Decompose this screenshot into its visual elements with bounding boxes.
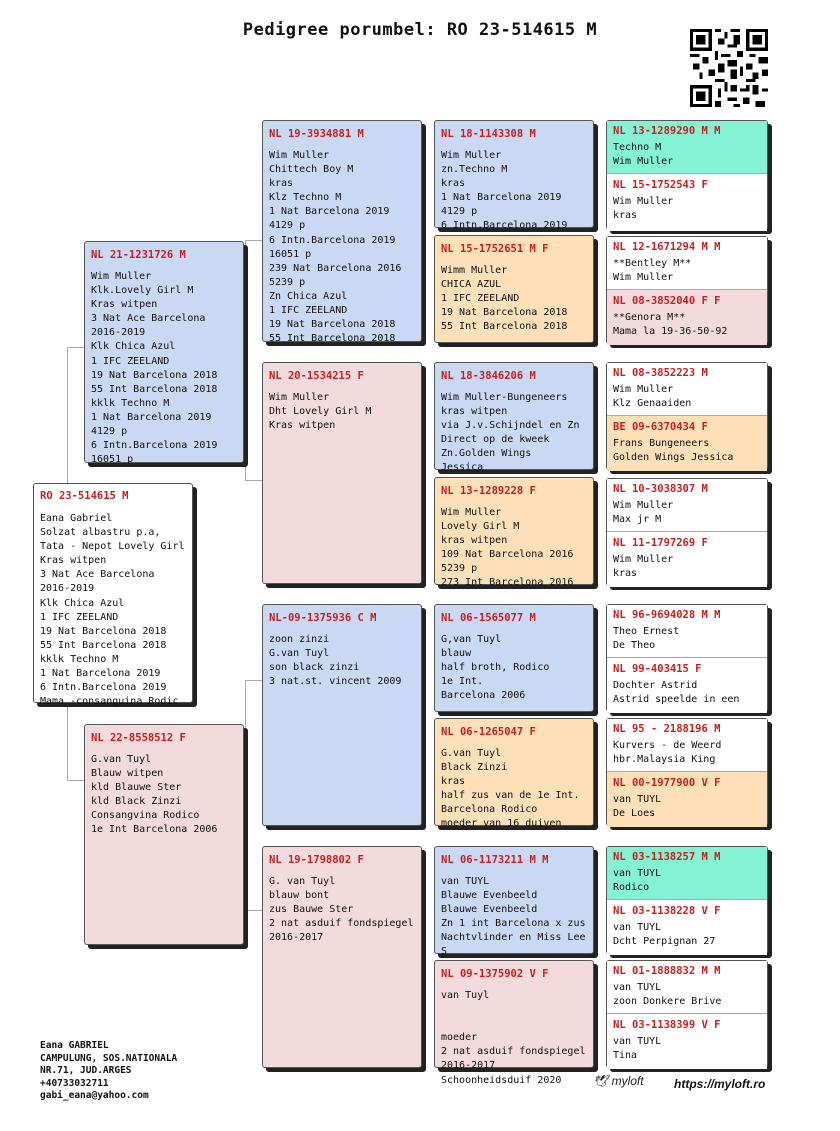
pair-card (606, 846, 768, 954)
ancestor[interactable] (607, 415, 767, 471)
detail-line: 6 Intn.Barcelona 2019 (269, 234, 396, 246)
detail-line: Zn Chica Azul (269, 290, 348, 302)
pigeon-details (613, 921, 765, 949)
detail-line: 19 Nat Barcelona 2018 (91, 369, 218, 381)
detail-line: 3 Nat Ace Barcelona (91, 313, 206, 325)
detail-line: kras witpen (441, 406, 508, 418)
detail-line: 2 nat asduif fondspiegel (269, 918, 414, 930)
detail-line: Tina (613, 1050, 638, 1062)
pigeon-details (613, 793, 765, 821)
detail-line: 6 Intn.Barcelona 2019 (91, 440, 218, 452)
pigeon-details (441, 264, 591, 334)
detail-line: van TUYL (613, 1036, 662, 1047)
pigeon-details (91, 753, 241, 838)
detail-line: **Genora M** (613, 312, 686, 323)
detail-line (441, 1003, 591, 1017)
pair-card (606, 604, 768, 712)
ancestor[interactable] (607, 961, 767, 1013)
detail-line: Wim Muller (441, 150, 502, 161)
pigeon-details (613, 311, 765, 339)
detail-line: Wimm Muller (441, 265, 508, 276)
detail-line: Eana Gabriel (40, 513, 113, 524)
pair-card (606, 718, 768, 826)
detail-line: **Bentley M** (613, 258, 692, 269)
owner-email[interactable]: gabi_eana@yahoo.com (40, 1090, 149, 1101)
pigeon-details (40, 512, 190, 709)
pigeon-id: NL 18-1143308 M (441, 128, 536, 140)
pigeon-id: NL 10-3038307 M (613, 483, 708, 495)
detail-line: 19 Nat Barcelona 2018 (269, 319, 396, 331)
owner-address: NR.71, JUD.ARGES (40, 1065, 132, 1076)
pigeon-details (613, 383, 765, 411)
detail-line: 55 Int Barcelona 2018 (441, 321, 568, 333)
detail-line: van TUYL (613, 982, 662, 993)
detail-line: 19 Nat Barcelona 2018 (441, 307, 568, 319)
pigeon-id: NL 22-8558512 F (91, 732, 186, 744)
detail-line: Dcht Perpignan 27 (613, 936, 716, 948)
ancestor[interactable] (607, 237, 767, 289)
detail-line: 55 Int Barcelona 2018 (40, 639, 167, 651)
ancestor[interactable] (607, 719, 767, 771)
dam-card[interactable] (84, 724, 244, 945)
detail-line: Klk.Lovely Girl M (91, 285, 194, 297)
detail-line: Jessica (441, 462, 484, 474)
great-grandparent-card[interactable] (434, 604, 594, 712)
detail-line: 6 Intn.Barcelona 2019 (441, 220, 568, 232)
pigeon-id: NL 13-1289290 M M (613, 125, 721, 137)
pigeon-id: NL 15-1752543 F (613, 179, 708, 191)
detail-line: moeder van 16 duiven (441, 818, 562, 830)
detail-line: S (441, 946, 448, 958)
pigeon-id: NL 09-1375902 V F (441, 968, 549, 980)
pigeon-details (613, 553, 765, 581)
detail-line: Mama la 19-36-50-92 (613, 326, 728, 338)
detail-line: Consangvina Rodico (91, 810, 200, 822)
pigeon-details (441, 391, 591, 476)
detail-line: 16051 p (269, 248, 312, 260)
detail-line: 55 Int Barcelona 2018 (269, 333, 396, 345)
pigeon-id: RO 23-514615 M (40, 490, 129, 502)
detail-line: 55 Int Barcelona 2018 (91, 383, 218, 395)
detail-line: 19 Nat Barcelona 2018 (40, 625, 167, 637)
detail-line: De Theo (613, 640, 656, 652)
pigeon-details (613, 739, 765, 767)
detail-line: Nachtvlinder en Miss Lee (441, 932, 586, 944)
detail-line: Black Zinzi (441, 762, 508, 774)
pigeon-details (441, 633, 591, 703)
pigeon-id: NL 15-1752651 M F (441, 243, 549, 255)
owner-address: CAMPULUNG, SOS.NATIONALA (40, 1052, 178, 1064)
pigeon-details (613, 141, 765, 169)
pigeon-details (441, 506, 591, 591)
detail-line: 1 IFC ZEELAND (91, 355, 170, 367)
detail-line: Blauwe Evenbeeld (441, 904, 538, 916)
detail-line: Wim Muller (613, 500, 674, 511)
great-grandparent-card[interactable] (434, 120, 594, 232)
pigeon-id: NL 06-1173211 M M (441, 854, 549, 866)
detail-line: 4129 p (269, 220, 306, 232)
detail-line: Barcelona Rodico (441, 804, 538, 816)
pigeon-details (613, 499, 765, 527)
ancestor[interactable] (607, 173, 767, 231)
detail-line: Zn 1 int Barcelona x zus (441, 918, 586, 930)
pair-card (606, 478, 768, 586)
detail-line: Astrid speelde in een (613, 694, 740, 706)
pigeon-details (613, 867, 765, 895)
detail-line: 16051 p (91, 454, 134, 466)
pigeon-id: NL 01-1888832 M M (613, 965, 721, 977)
pigeon-details (613, 1035, 765, 1063)
pigeon-details (613, 981, 765, 1009)
great-grandparent-card[interactable] (434, 235, 594, 343)
detail-line: 5239 p (269, 276, 306, 288)
detail-line: Chittech Boy M (269, 164, 354, 176)
pigeon-id: NL 13-1289228 F (441, 485, 536, 497)
detail-line: Tata - Nepot Lovely Girl (40, 541, 185, 553)
detail-line: zoon Donkere Brive (613, 996, 722, 1008)
detail-line: Techno M (613, 142, 662, 153)
detail-line: half zus van de 1e Int. (441, 790, 580, 802)
detail-line: Wim Muller (269, 392, 330, 403)
detail-line: Kras witpen (40, 555, 107, 567)
detail-line: van TUYL (441, 876, 490, 887)
detail-line: Lovely Girl M (441, 521, 520, 533)
ancestor[interactable] (607, 1013, 767, 1069)
pigeon-id: NL 08-3852223 M (613, 367, 708, 379)
pigeon-id: NL 19-3934881 M (269, 128, 364, 140)
pigeon-details (613, 679, 765, 707)
pigeon-details (269, 633, 419, 689)
detail-line: 1e Int. (441, 676, 484, 688)
detail-line: 273 Int Barcelona 2016 (441, 577, 574, 589)
detail-line: Kras witpen (269, 420, 336, 432)
pigeon-id: NL 20-1534215 F (269, 370, 364, 382)
logo-text: myloft (611, 1074, 644, 1088)
detail-line: Blauw witpen (91, 768, 164, 780)
pigeon-id: NL 06-1565077 M (441, 612, 536, 624)
detail-line: Direct op de kweek (441, 434, 550, 446)
detail-line: kras (613, 568, 638, 580)
detail-line: 3 Nat Ace Barcelona (40, 569, 155, 581)
website-link[interactable]: https://myloft.ro (674, 1077, 766, 1091)
detail-line: kld Blauwe Ster (91, 782, 182, 794)
pigeon-details (269, 391, 419, 433)
detail-line: Wim Muller-Bungeneers (441, 392, 568, 403)
pigeon-id: NL 21-1231726 M (91, 249, 186, 261)
detail-line: 6 Intn.Barcelona 2019 (40, 682, 167, 694)
detail-line: kras (269, 178, 294, 190)
detail-line: blauw bont (269, 890, 330, 902)
detail-line: Schoonheidsduif 2020 (441, 1074, 562, 1086)
detail-line: van TUYL (613, 794, 662, 805)
detail-line: son black zinzi (269, 662, 360, 674)
detail-line: van TUYL (613, 922, 662, 933)
ancestor[interactable] (607, 363, 767, 415)
myloft-logo (593, 1074, 644, 1088)
detail-line: CHICA AZUL (441, 279, 502, 291)
detail-line: 1 IFC ZEELAND (40, 611, 119, 623)
ancestor[interactable] (607, 289, 767, 345)
detail-line: 1 Nat Barcelona 2019 (40, 668, 161, 680)
detail-line: 239 Nat Barcelona 2016 (269, 262, 402, 274)
pigeon-details (441, 149, 591, 234)
detail-line: kras (613, 210, 638, 222)
pigeon-details (441, 747, 591, 832)
detail-line: Frans Bungeneers (613, 438, 710, 449)
detail-line: 2016-2017 (269, 932, 324, 944)
detail-line: kras (441, 178, 466, 190)
great-grandparent-card[interactable] (434, 846, 594, 958)
detail-line: Dochter Astrid (613, 680, 698, 691)
detail-line: kld Black Zinzi (91, 796, 182, 808)
ancestor-green[interactable] (607, 121, 767, 173)
detail-line: Kras witpen (91, 299, 158, 311)
pigeon-id: NL 00-1977900 V F (613, 777, 721, 789)
detail-line: zn.Techno M (441, 164, 508, 176)
pigeon-details (613, 625, 765, 653)
detail-line: 2016-2017 (441, 1060, 496, 1072)
detail-line: 109 Nat Barcelona 2016 (441, 549, 574, 561)
pigeon-id: NL 99-403415 F (613, 663, 702, 675)
ancestor[interactable] (607, 899, 767, 955)
detail-line: zoon zinzi (269, 634, 330, 645)
pair-card (606, 362, 768, 470)
detail-line: Dht Lovely Girl M (269, 406, 372, 418)
pigeon-details (613, 257, 765, 285)
detail-line: kras witpen (441, 535, 508, 547)
pigeon-details (91, 270, 241, 467)
pair-card (606, 960, 768, 1068)
detail-line: kklk Techno M (40, 653, 119, 665)
pigeon-id: BE 09-6370434 F (613, 421, 708, 433)
pigeon-details (269, 149, 419, 346)
detail-line: 3 nat.st. vincent 2009 (269, 676, 402, 688)
detail-line: zus Bauwe Ster (269, 904, 354, 916)
pigeon-id: NL 96-9694028 M M (613, 609, 721, 621)
ancestor[interactable] (607, 657, 767, 713)
pigeon-details (269, 875, 419, 945)
pigeon-details (613, 437, 765, 465)
detail-line (441, 1017, 591, 1031)
detail-line: van Tuyl (441, 990, 490, 1001)
detail-line: Theo Ernest (613, 626, 680, 637)
detail-line: 5239 p (441, 563, 478, 575)
pigeon-details (613, 195, 765, 223)
pigeon-id: NL 11-1797269 F (613, 537, 708, 549)
detail-line: Klk Chica Azul (91, 341, 176, 353)
detail-line: 1e Int Barcelona 2006 (91, 824, 218, 836)
detail-line: Wim Muller (613, 384, 674, 395)
detail-line: Wim Muller (613, 196, 674, 207)
owner-name: Eana GABRIEL (40, 1040, 109, 1051)
detail-line: De Loes (613, 808, 656, 820)
qr-code-icon (690, 29, 768, 107)
detail-line: Wim Muller (441, 507, 502, 518)
bird-icon: 🕊 (593, 1074, 609, 1088)
great-grandparent-card[interactable] (434, 960, 594, 1086)
detail-line: Wim Muller (613, 156, 674, 168)
detail-line: Zn.Golden Wings (441, 448, 532, 460)
detail-line: G. van Tuyl (269, 876, 336, 887)
owner-phone: +40733032711 (40, 1077, 109, 1089)
pigeon-id: NL 95 - 2188196 M (613, 723, 721, 735)
pigeon-details (441, 875, 591, 960)
detail-line: Barcelona 2006 (441, 690, 526, 702)
pigeon-id: NL 06-1265047 F (441, 726, 536, 738)
pigeon-id: NL 18-3846206 M (441, 370, 536, 382)
pigeon-id: NL 03-1138257 M M (613, 851, 721, 863)
detail-line: G.van Tuyl (91, 754, 152, 765)
detail-line: 1 IFC ZEELAND (441, 293, 520, 305)
detail-line: 2016-2019 (40, 583, 95, 595)
sire-card[interactable] (84, 241, 244, 466)
owner-contact (40, 1040, 177, 1103)
ancestor[interactable] (607, 531, 767, 587)
grandparent-card[interactable] (262, 120, 422, 345)
ancestor[interactable] (607, 771, 767, 827)
detail-line: 1 IFC ZEELAND (269, 305, 348, 317)
pigeon-id: NL 03-1138399 V F (613, 1019, 721, 1031)
grandparent-card[interactable] (262, 362, 422, 584)
detail-line: Klz Genaaiden (613, 398, 692, 410)
detail-line: G,van Tuyl (441, 634, 502, 645)
detail-line: Klk Chica Azul (40, 597, 125, 609)
detail-line: Solzat albastru p.a, (40, 527, 161, 539)
detail-line: 2016-2019 (91, 327, 146, 339)
detail-line: moeder (441, 1032, 478, 1044)
detail-line: Kurvers - de Weerd (613, 740, 722, 751)
detail-line: Blauwe Evenbeeld (441, 890, 538, 902)
detail-line: 4129 p (441, 206, 478, 218)
detail-line: 4129 p (91, 426, 128, 438)
ancestor-green[interactable] (607, 847, 767, 899)
detail-line: G.van Tuyl (269, 648, 330, 660)
great-grandparent-card[interactable] (434, 718, 594, 830)
detail-line: 1 Nat Barcelona 2019 (91, 411, 212, 423)
pigeon-id: NL-09-1375936 C M (269, 612, 377, 624)
detail-line: kklk Techno M (91, 397, 170, 409)
detail-line: 2 nat asduif fondspiegel (441, 1046, 586, 1058)
great-grandparent-card[interactable] (434, 362, 594, 474)
pair-card (606, 236, 768, 344)
detail-line: Wim Muller (269, 150, 330, 161)
detail-line: Wim Muller (613, 554, 674, 565)
ancestor[interactable] (607, 479, 767, 531)
detail-line: Klz Techno M (269, 192, 342, 204)
detail-line: kras (441, 776, 466, 788)
detail-line: hbr.Malaysia King (613, 754, 716, 766)
pigeon-id: NL 08-3852040 F F (613, 295, 721, 307)
detail-line: Wim Muller (91, 271, 152, 282)
detail-line: 1 Nat Barcelona 2019 (441, 192, 562, 204)
grandparent-card[interactable] (262, 604, 422, 826)
detail-line: Golden Wings Jessica (613, 452, 734, 464)
pair-card (606, 120, 768, 230)
detail-line: Mama -consanguina Rodic (40, 696, 179, 708)
grandparent-card[interactable] (262, 846, 422, 1068)
pigeon-details (441, 989, 591, 1088)
detail-line: half broth, Rodico (441, 662, 550, 674)
detail-line: van TUYL (613, 868, 662, 879)
pigeon-id: NL 12-1671294 M M (613, 241, 721, 253)
pigeon-id: NL 03-1138228 V F (613, 905, 721, 917)
detail-line: blauw (441, 648, 472, 660)
detail-line: Wim Muller (613, 272, 674, 284)
detail-line: via J.v.Schijndel en Zn (441, 420, 580, 432)
detail-line: G.van Tuyl (441, 748, 502, 759)
page-title: Pedigree porumbel: RO 23-514615 M (242, 20, 598, 40)
pigeon-id: NL 19-1798802 F (269, 854, 364, 866)
detail-line: Rodico (613, 882, 650, 894)
detail-line: 1 Nat Barcelona 2019 (269, 206, 390, 218)
detail-line: Max jr M (613, 514, 662, 526)
subject-pigeon-card[interactable] (33, 483, 193, 708)
great-grandparent-card[interactable] (434, 477, 594, 589)
ancestor[interactable] (607, 605, 767, 657)
